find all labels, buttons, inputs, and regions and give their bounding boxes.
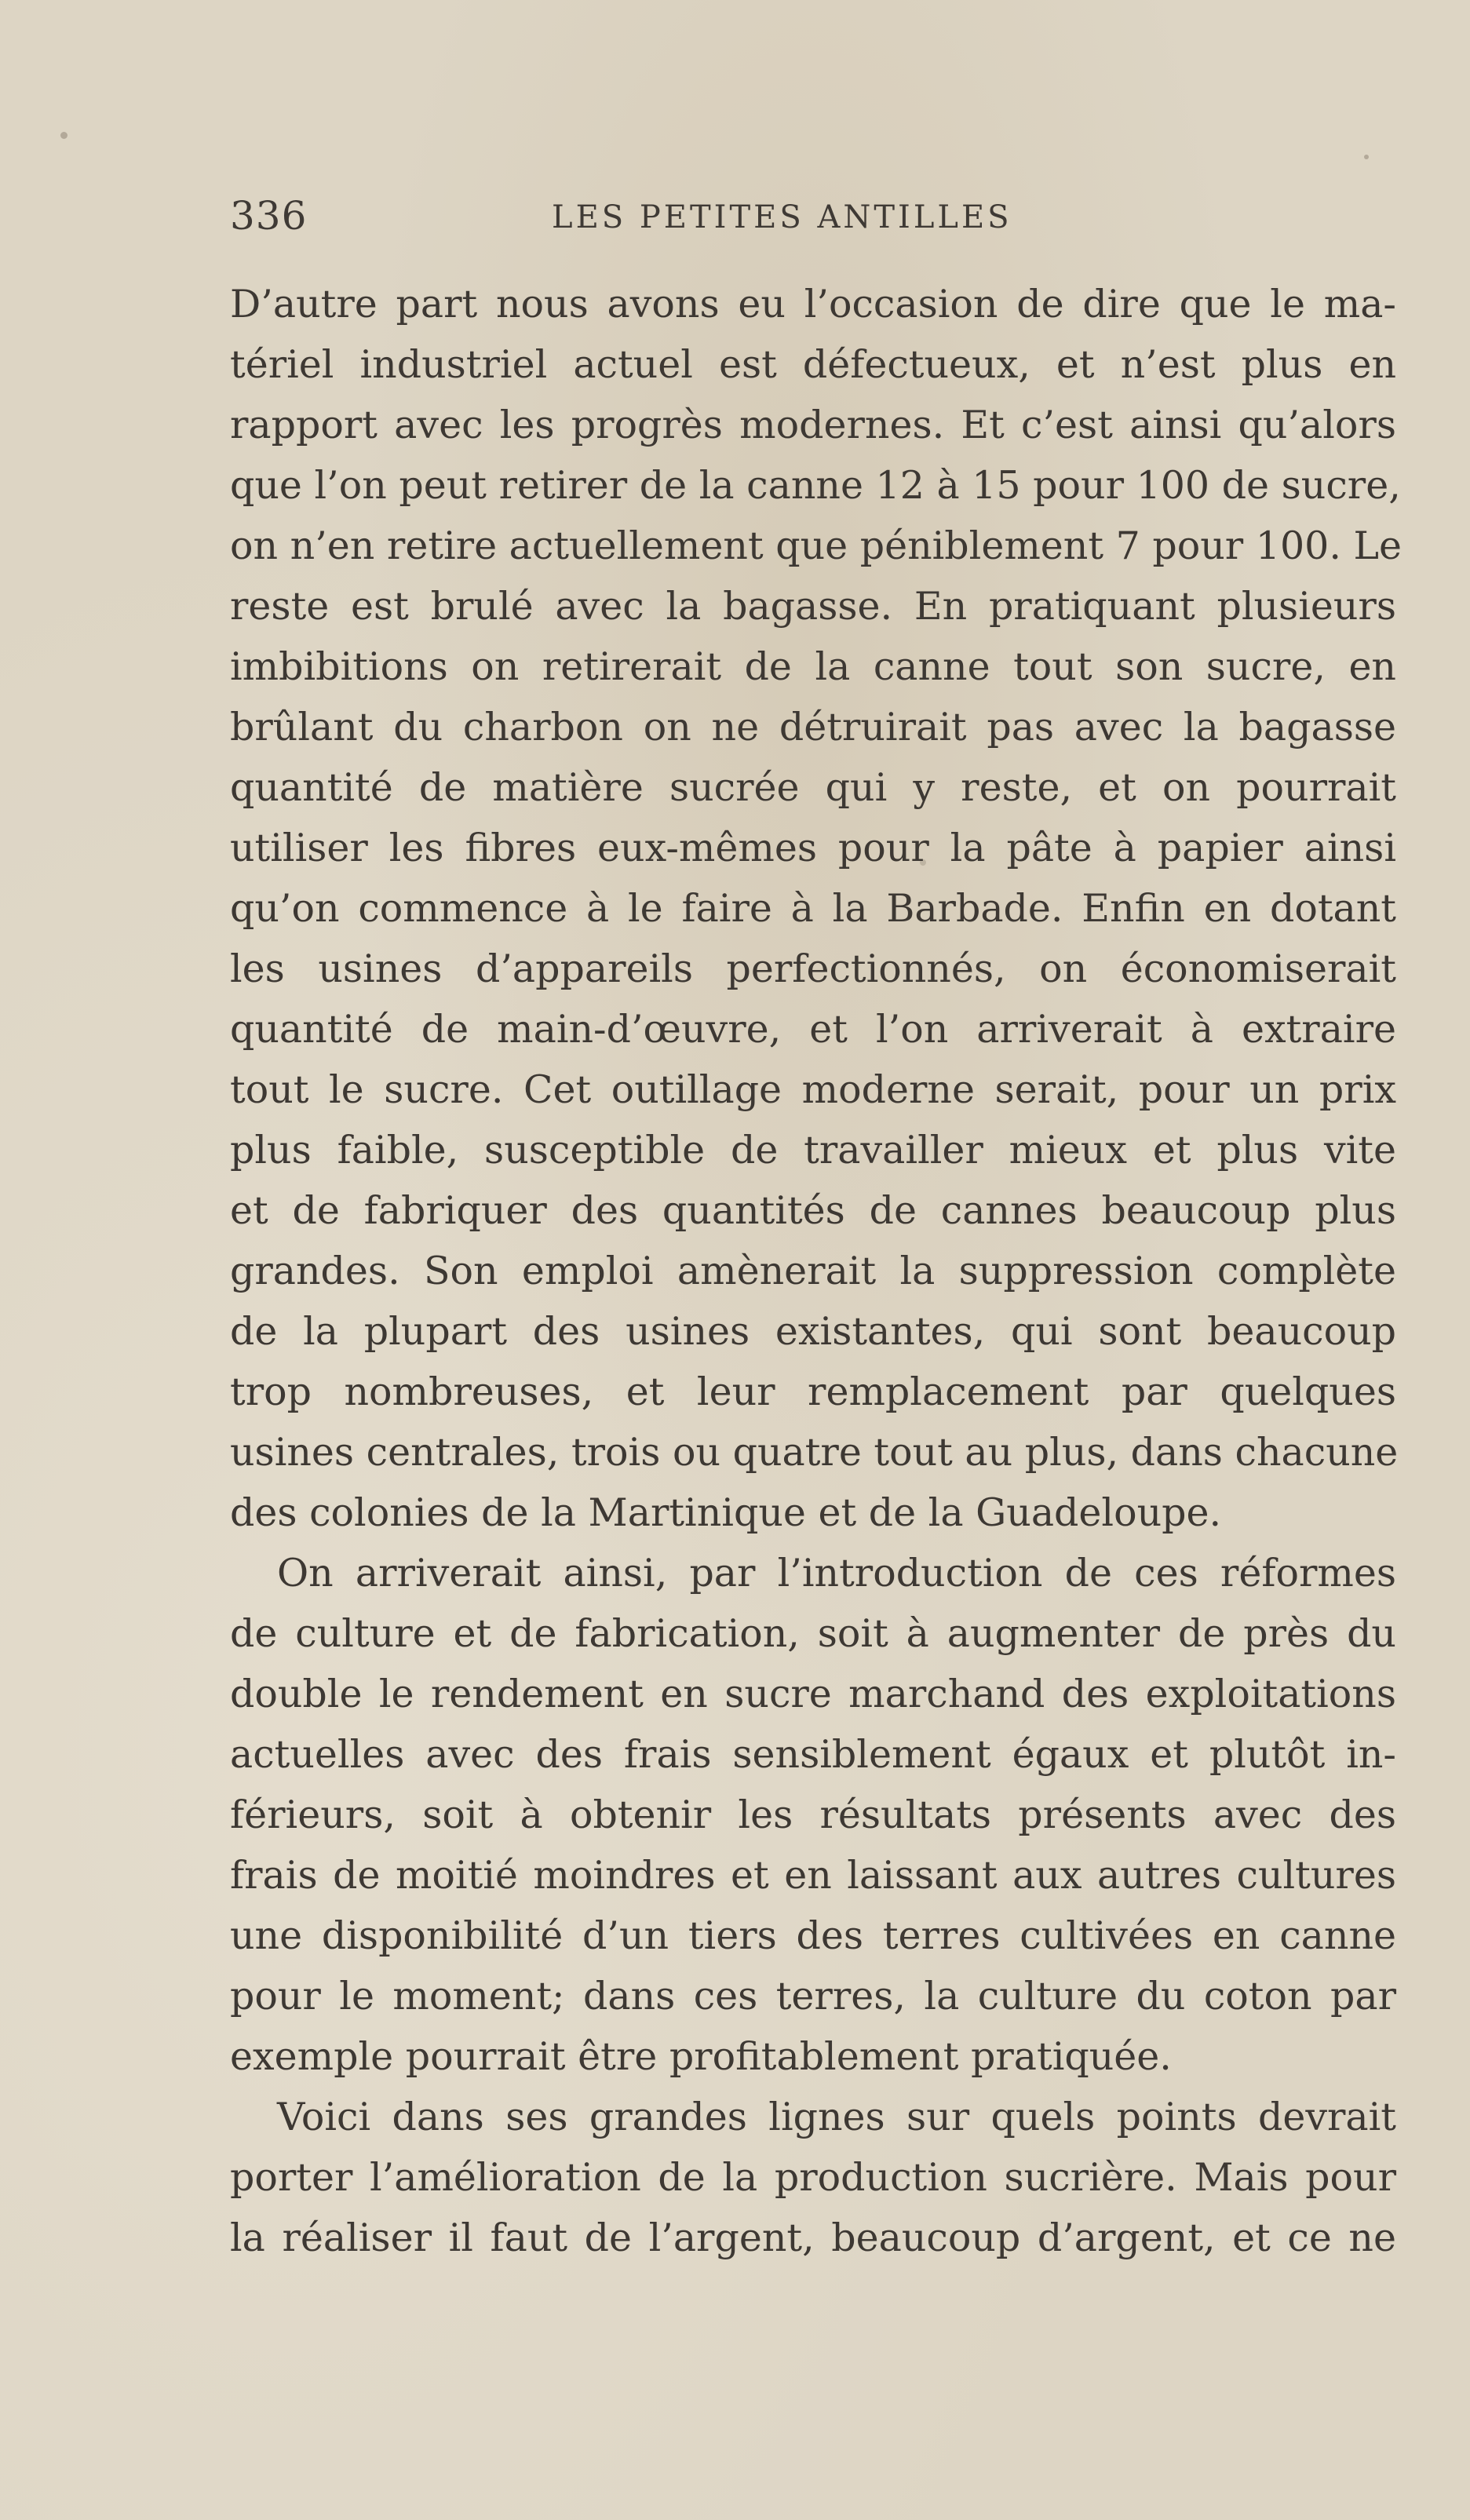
text-line: les usines d’appareils perfectionnés, on économiserait <box>230 946 1396 991</box>
body-text <box>230 274 1403 2268</box>
text-line: trop nombreuses, et leur remplacement par quelques <box>230 1369 1396 1414</box>
text-line: reste est brulé avec la bagasse. En pratiquant plusieurs <box>230 584 1396 629</box>
text-line: actuelles avec des frais sensiblement égaux et plutôt in- <box>230 1732 1396 1777</box>
page-number: 336 <box>230 193 308 239</box>
text-line: de culture et de fabrication, soit à augmenter de près du <box>230 1611 1396 1656</box>
text-line: D’autre part nous avons eu l’occasion de dire que le ma- <box>230 282 1396 326</box>
text-line: rapport avec les progrès modernes. Et c’est ainsi qu’alors <box>230 403 1396 447</box>
text-line: utiliser les fibres eux-mêmes pour la pâte à papier ainsi <box>230 826 1396 870</box>
text-line: une disponibilité d’un tiers des terres cultivées en canne <box>230 1913 1396 1958</box>
text-line: exemple pourrait être profitablement pratiquée. <box>230 2034 1172 2079</box>
text-line: grandes. Son emploi amènerait la suppression complète <box>230 1249 1396 1293</box>
text-line: que l’on peut retirer de la canne 12 à 15 pour 100 de sucre, <box>230 463 1401 508</box>
running-head <box>230 193 1403 243</box>
text-line: double le rendement en sucre marchand des exploitations <box>230 1672 1396 1716</box>
text-line: tout le sucre. Cet outillage moderne serait, pour un prix <box>230 1067 1396 1112</box>
running-title: LES PETITES ANTILLES <box>552 199 1012 235</box>
text-line: férieurs, soit à obtenir les résultats présents avec des <box>230 1792 1396 1837</box>
text-line: des colonies de la Martinique et de la Guadeloupe. <box>230 1490 1222 1535</box>
text-line: brûlant du charbon on ne détruirait pas avec la bagasse <box>230 705 1396 749</box>
text-line: imbibitions on retirerait de la canne tout son sucre, en <box>230 644 1396 689</box>
text-line: plus faible, susceptible de travailler mieux et plus vite <box>230 1128 1396 1172</box>
text-line: quantité de matière sucrée qui y reste, et on pourrait <box>230 765 1396 810</box>
paper-speck <box>60 132 67 139</box>
text-line: frais de moitié moindres et en laissant aux autres cultures <box>230 1853 1396 1898</box>
text-line: la réaliser il faut de l’argent, beaucoup d’argent, et ce ne <box>230 2215 1396 2260</box>
text-line: porter l’amélioration de la production sucrière. Mais pour <box>230 2155 1396 2200</box>
text-line: On arriverait ainsi, par l’introduction de ces réformes <box>277 1551 1396 1596</box>
text-line: pour le moment; dans ces terres, la culture du coton par <box>230 1974 1396 2019</box>
text-line: et de fabriquer des quantités de cannes beaucoup plus <box>230 1188 1396 1233</box>
paper-speck <box>1364 155 1369 159</box>
text-line: Voici dans ses grandes lignes sur quels points devrait <box>277 2095 1396 2139</box>
text-line: de la plupart des usines existantes, qui sont beaucoup <box>230 1309 1396 1354</box>
text-line: quantité de main-d’œuvre, et l’on arriverait à extraire <box>230 1007 1396 1052</box>
text-line: on n’en retire actuellement que péniblement 7 pour 100. Le <box>230 523 1403 568</box>
text-line: qu’on commence à le faire à la Barbade. Enfin en dotant <box>230 886 1396 931</box>
text-line: tériel industriel actuel est défectueux, et n’est plus en <box>230 342 1396 387</box>
text-line: usines centrales, trois ou quatre tout au plus, dans chacune <box>230 1430 1399 1475</box>
